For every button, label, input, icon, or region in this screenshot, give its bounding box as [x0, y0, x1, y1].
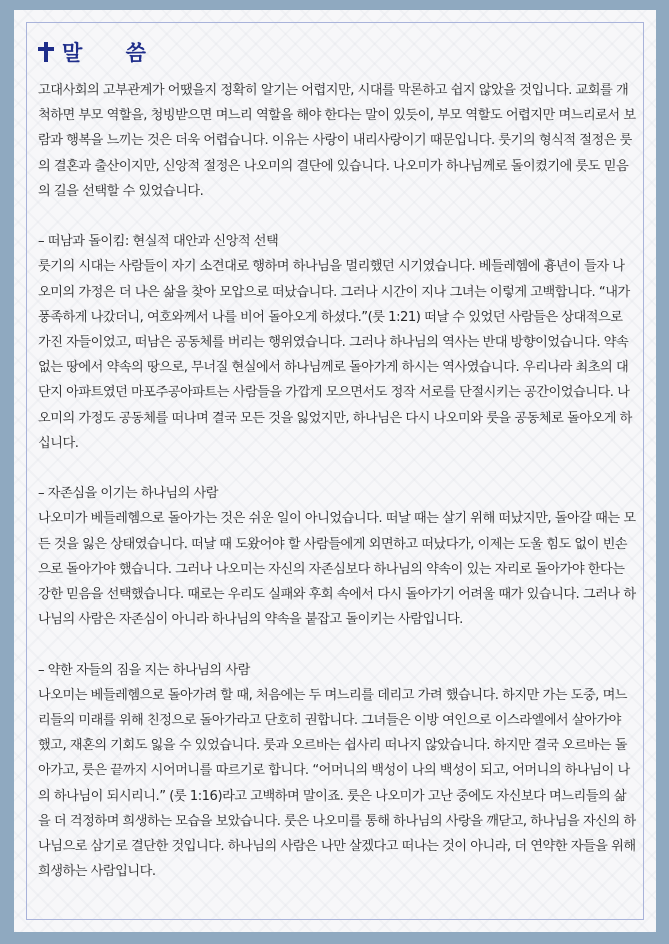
section-paragraph: 나오미는 베들레헴으로 돌아가려 할 때, 처음에는 두 며느리를 데리고 가려 했습니다. 하지만 가는 도중, 며느리들의 미래를 위해 친정으로 돌아가라고 단호히 권합니다. 그녀들은 이방 여인으로 이스라엘에서 살아가야 했고, 재혼의 기회도 잃을 수 있었습니다. 룻과 오르바는 쉽사리 떠나지 않았습니다. 하지만 결국 오르바는 돌아가고, 룻은 끝까지 시어머니를 따르기로 합니다. “어머니의 백성이 나의 백성이 되고, 어머니의 하나님이 나의 하나님이 되시리니.” (룻 1:16)라고 고백하며 말이죠. 룻은 나오미가 고난 중에도 자신보다 며느리들의 삶을 더 걱정하며 희생하는 모습을 보았습니다. 룻은 나오미를 통해 하나님의 사랑을 깨닫고, 하나님을 자신의 하나님으로 삼기로 결단한 것입니다. 하나님의 사람은 나만 살겠다고 떠나는 것이 아니라, 더 연약한 자들을 위해 희생하는 사람입니다.: [38, 687, 636, 880]
section-paragraph: 룻기의 시대는 사람들이 자기 소견대로 행하며 하나님을 멀리했던 시기였습니다. 베들레헴에 흉년이 들자 나오미의 가정은 더 나은 삶을 찾아 모압으로 떠났습니다. 그러나 시간이 지나 그녀는 이렇게 고백합니다. “내가 풍족하게 나갔더니, 여호와께서 나를 비어 돌아오게 하셨다.”(룻 1:21) 떠날 수 있었던 사람들은 상대적으로 가진 자들이었고, 떠남은 공동체를 버리는 행위였습니다. 그러나 하나님의 역사는 반대 방향이었습니다. 약속 없는 땅에서 약속의 땅으로, 무너질 현실에서 하나님께로 돌아가게 하시는 역사였습니다. 우리나라 최초의 대단지 아파트였던 마포주공아파트는 사람들을 가깝게 모으면서도 정작 서로를 단절시키는 공간이었습니다. 나오미의 가정도 공동체를 떠나며 결국 모든 것을 잃었지만, 하나님은 다시 나오미와 룻을 공동체로 돌아오게 하십니다.: [38, 259, 632, 451]
page-title: 말 씀: [62, 41, 164, 65]
section-heading: – 자존심을 이기는 하나님의 사람: [38, 486, 218, 502]
intro-paragraph: 고대사회의 고부관계가 어땠을지 정확히 알기는 어렵지만, 시대를 막론하고 쉽지 않았을 것입니다. 교회를 개척하면 부모 역할을, 청빙받으면 며느리 역할을 해야 한다는 말이 있듯이, 부모 역할도 어렵지만 며느리로서 보람과 행복을 느끼는 것은 더욱 어렵습니다. 이유는 사랑이 내리사랑이기 때문입니다. 룻기의 형식적 절정은 룻의 결혼과 출산이지만, 신앙적 절정은 나오미의 결단에 있습니다. 나오미가 하나님께로 돌이켰기에 룻도 믿음의 길을 선택할 수 있었습니다.: [38, 83, 636, 199]
section-heading: – 약한 자들의 짐을 지는 하나님의 사람: [38, 662, 250, 678]
page-sheet: [14, 10, 656, 932]
cross-icon: [38, 42, 54, 62]
page-header: [38, 32, 164, 72]
section-paragraph: 나오미가 베들레헴으로 돌아가는 것은 쉬운 일이 아니었습니다. 떠날 때는 살기 위해 떠났지만, 돌아갈 때는 모든 것을 잃은 상태였습니다. 떠날 때 도왔어야 할 사람들에게 외면하고 떠났다가, 이제는 도울 힘도 없이 빈손으로 돌아가야 했습니다. 그러나 나오미는 자신의 자존심보다 하나님의 약속이 있는 자리로 돌아가야 한다는 강한 믿음을 선택했습니다. 때로는 우리도 실패와 후회 속에서 다시 돌아가기 어려울 때가 있습니다. 그러나 하나님의 사람은 자존심이 아니라 하나님의 약속을 붙잡고 돌이키는 사람입니다.: [38, 511, 636, 628]
section-heading: – 떠남과 돌이킴: 현실적 대안과 신앙적 선택: [38, 234, 279, 250]
sermon-body: [38, 78, 636, 884]
